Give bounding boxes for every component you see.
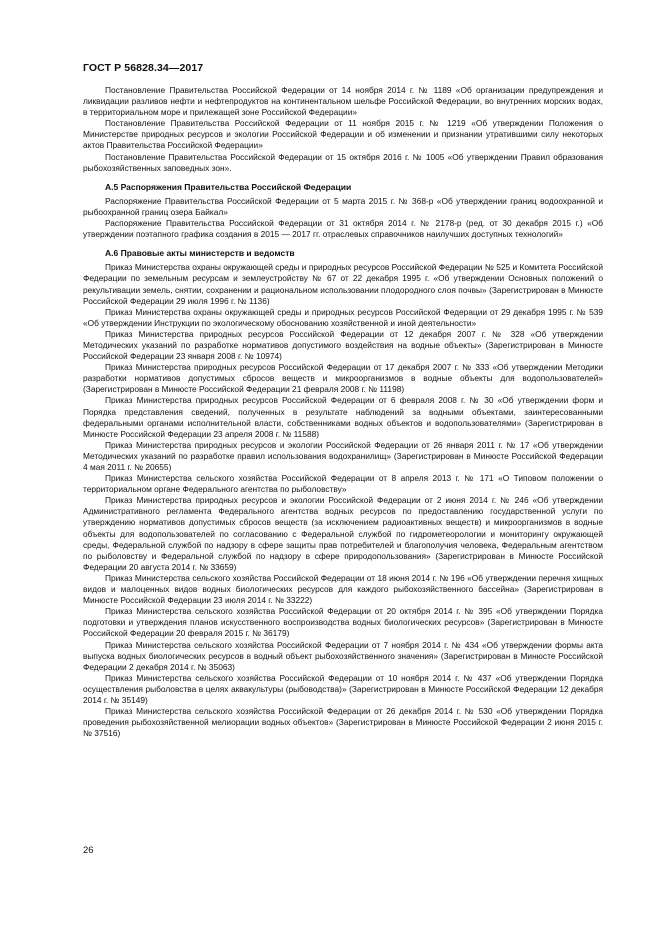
paragraph: Постановление Правительства Российской Федерации от 14 ноября 2014 г. № 1189 «Об организации предупреждения и ликвидации разливов нефти и нефтепродуктов на континентальном шельфе Российской Федерации, во внутренних морских водах, в территориальном море и прилежащей зоне Российской Федерации» — [83, 85, 603, 118]
paragraph: Приказ Министерства сельского хозяйства Российской Федерации от 26 декабря 2014 г. № 530 «Об утверждении Порядка проведения рыбохозяйственной мелиорации водных объектов» (Зарегистрирован в Минюсте Российской Федерации 2 июня 2015 г. № 37516) — [83, 706, 603, 739]
paragraph: Приказ Министерства охраны окружающей среды и природных ресурсов Российской Федерации от 29 декабря 1995 г. № 539 «Об утверждении Инструкции по экологическому обоснованию хозяйственной и иной деятельности» — [83, 306, 603, 328]
page-number: 26 — [83, 845, 94, 856]
paragraph: Постановление Правительства Российской Федерации от 11 ноября 2015 г. № 1219 «Об утверждении Положения о Министерстве природных ресурсов и экологии Российской Федерации и об изменении и признании утратившими силу некоторых актов Правительства Российской Федерации» — [83, 118, 603, 151]
paragraph: Приказ Министерства сельского хозяйства Российской Федерации от 7 ноября 2014 г. № 434 «Об утверждении формы акта выпуска водных биологических ресурсов в водный объект рыбохозяйственного значения» (Зарегистрирован в Минюсте Российской Федерации 2 декабря 2014 г. № 35063) — [83, 639, 603, 672]
paragraph: Постановление Правительства Российской Федерации от 15 октября 2016 г. № 1005 «Об утверждении Правил образования рыбохозяйственных заповедных зон». — [83, 151, 603, 173]
paragraph: Приказ Министерства сельского хозяйства Российской Федерации от 8 апреля 2013 г. № 171 «О Типовом положении о территориальном органе Федерального агентства по рыболовству» — [83, 473, 603, 495]
paragraph: Приказ Министерства природных ресурсов Российской Федерации от 17 декабря 2007 г. № 333 «Об утверждении Методики разработки нормативов допустимых сбросов веществ и микроорганизмов в водные объекты для водопользователей» (Зарегистрирован в Минюсте Российской Федерации 21 февраля 2008 г. № 11198) — [83, 362, 603, 395]
paragraph: Приказ Министерства природных ресурсов и экологии Российской Федерации от 26 января 2011 г. № 17 «Об утверждении Методических указаний по разработке правил использования водохранилищ» (Зарегистрирован в Минюсте Российской Федерации 4 мая 2011 г. № 20655) — [83, 439, 603, 472]
document-code-header: ГОСТ Р 56828.34—2017 — [83, 62, 204, 74]
paragraph: Приказ Министерства природных ресурсов Российской Федерации от 12 декабря 2007 г. № 328 «Об утверждении Методических указаний по разработке нормативов допустимого воздействия на водные объекты» (Зарегистрирован в Минюсте Российской Федерации 23 января 2008 г. № 10974) — [83, 328, 603, 362]
section-heading-a5: А.5 Распоряжения Правительства Российской Федерации — [105, 181, 352, 192]
paragraph: Приказ Министерства природных ресурсов Российской Федерации от 6 февраля 2008 г. № 30 «Об утверждении форм и Порядка представления сведений, полученных в результате наблюдений за водными объектами, заинтересованными федеральными органами исполнительной власти, собственниками водных объектов и водопользователями» (Зарегистрирован в Минюсте Российской Федерации 23 апреля 2008 г. № 11588) — [83, 395, 603, 439]
paragraph: Приказ Министерства сельского хозяйства Российской Федерации от 10 ноября 2014 г. № 437 «Об утверждении Порядка осуществления рыболовства в целях аквакультуры (рыбоводства)» (Зарегистрирован в Минюсте Российской Федерации 12 декабря 2014 г. № 35149) — [83, 672, 603, 705]
paragraph: Приказ Министерства сельского хозяйства Российской Федерации от 18 июня 2014 г. № 196 «Об утверждении перечня хищных видов и малоценных видов водных биологических ресурсов для каждого рыбохозяйственного бассейна» (Зарегистрирован в Минюсте Российской Федерации 23 июля 2014 г. № 33222) — [83, 572, 603, 606]
paragraph: Приказ Министерства природных ресурсов и экологии Российской Федерации от 2 июня 2014 г. № 246 «Об утверждении Административного регламента Федерального агентства водных ресурсов по предоставлению государственной услуги по утверждению нормативов допустимых сбросов веществ (за исключением радиоактивных веществ) и микроорганизмов в водные объекты для водопользователей по согласованию с Федеральной службой по гидрометеорологии и мониторингу окружающей среды, Федеральной службой по надзору в сфере защиты прав потребителей и благополучия человека, Федеральным агентством по рыболовству и Федеральной службой по надзору в сфере природопользования» (Зарегистрирован в Минюсте Российской Федерации 20 августа 2014 г. № 33659) — [83, 495, 603, 572]
section-heading-a6: А.6 Правовые акты министерств и ведомств — [105, 248, 295, 259]
paragraph: Приказ Министерства охраны окружающей среды и природных ресурсов Российской Федерации № 525 и Комитета Российской Федерации по земельным ресурсам и землеустройству № 67 от 22 декабря 1995 г. «Об утверждении Основных положений о рекультивации земель, снятии, сохранении и рациональном использовании плодородного слоя почвы» (Зарегистрирован в Минюсте Российской Федерации 29 июля 1996 г. № 1136) — [83, 262, 603, 306]
paragraph: Распоряжение Правительства Российской Федерации от 5 марта 2015 г. № 368-р «Об утверждении границ водоохранной и рыбоохранной границ озера Байкал» — [83, 195, 603, 217]
paragraph: Приказ Министерства сельского хозяйства Российской Федерации от 20 октября 2014 г. № 395 «Об утверждении Порядка подготовки и утверждения планов искусственного воспроизводства водных биологических ресурсов» (Зарегистрирован в Минюсте Российской Федерации 20 февраля 2015 г. № 36179) — [83, 606, 603, 639]
document-body — [83, 85, 603, 739]
paragraph: Распоряжение Правительства Российской Федерации от 31 октября 2014 г. № 2178-р (ред. от 30 декабря 2015 г.) «Об утверждении поэтапного графика создания в 2015 — 2017 гг. отраслевых справочников наилучших доступных технологий» — [83, 218, 603, 240]
